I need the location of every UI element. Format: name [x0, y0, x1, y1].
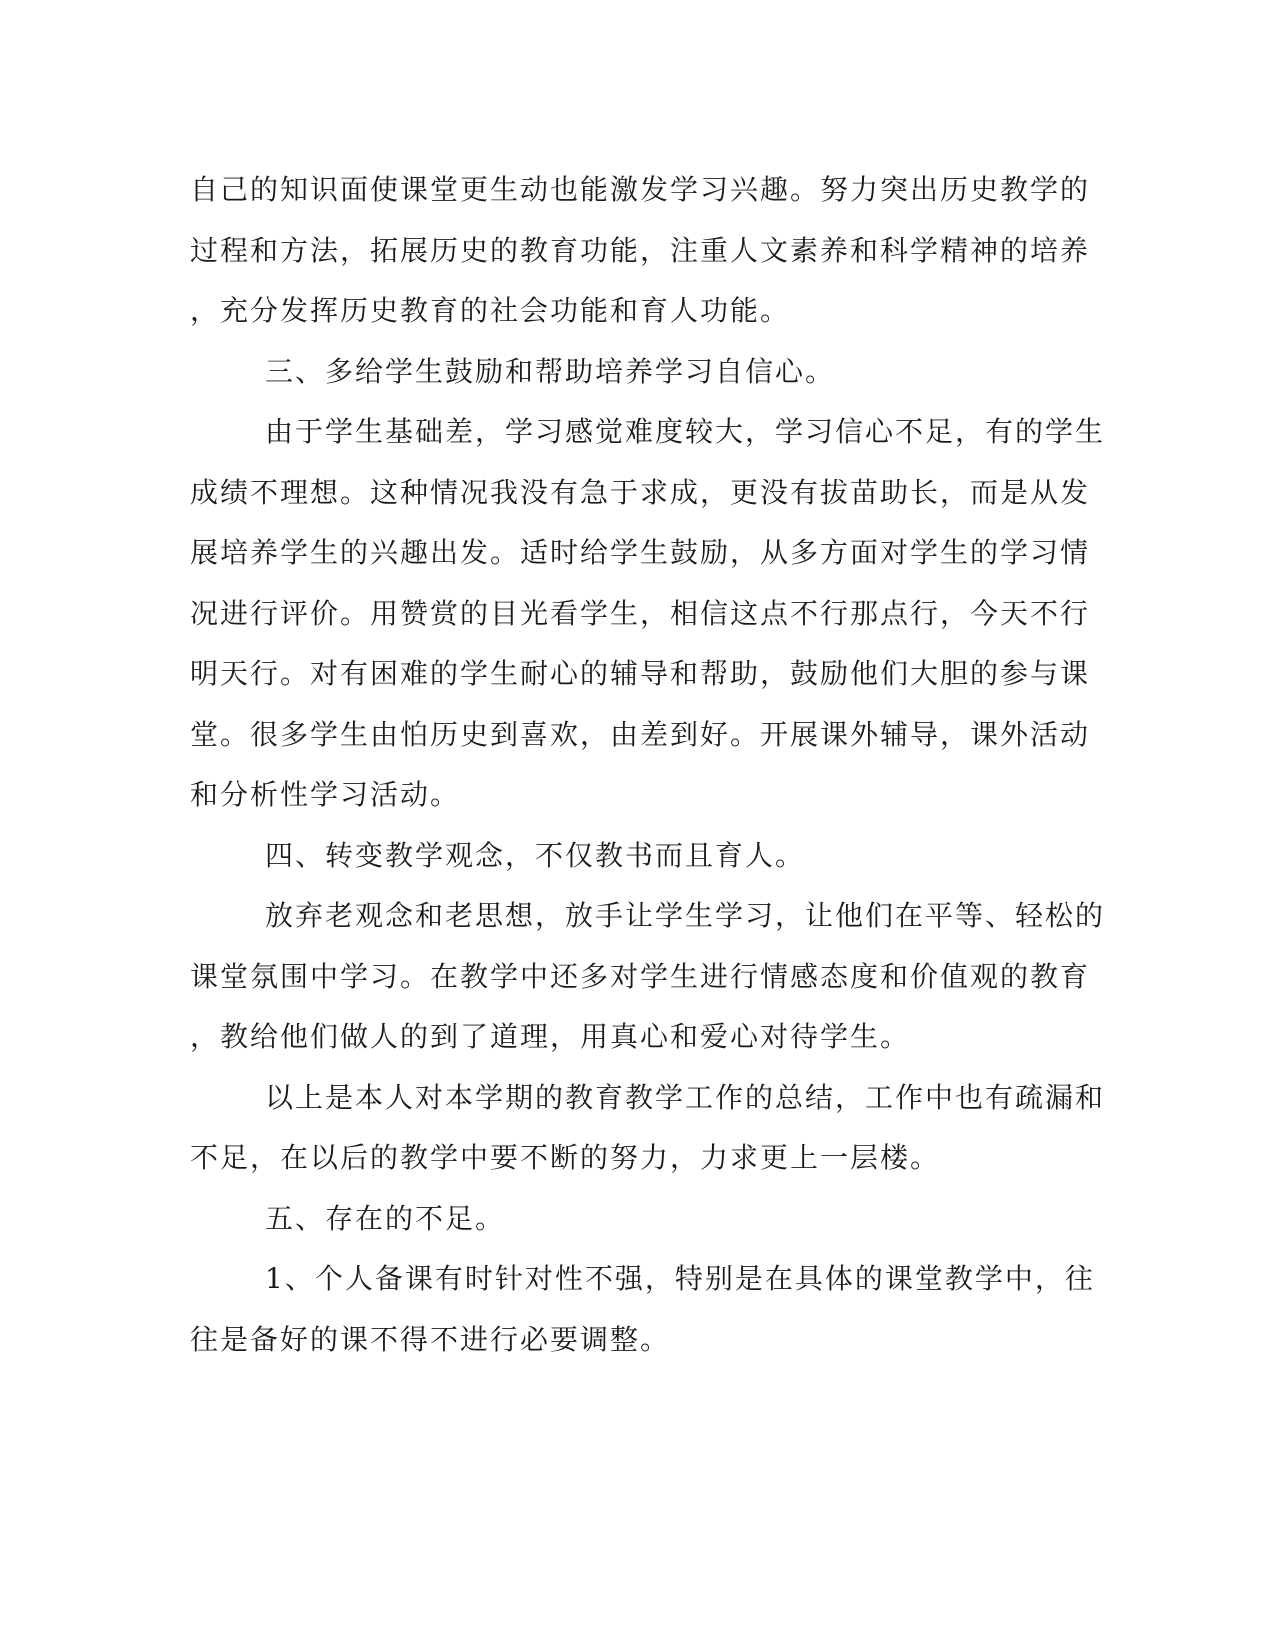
text-line: 过程和方法，拓展历史的教育功能，注重人文素养和科学精神的培养 [190, 233, 1091, 267]
text-line: 不足，在以后的教学中要不断的努力，力求更上一层楼。 [190, 1141, 941, 1174]
text-line: 以上是本人对本学期的教育教学工作的总结，工作中也有疏漏和 [265, 1080, 1106, 1114]
text-line: 自己的知识面使课堂更生动也能激发学习兴趣。努力突出历史教学的 [190, 173, 1091, 206]
section-heading-3: 三、多给学生鼓励和帮助培养学习自信心。 [265, 354, 836, 388]
text-line: 况进行评价。用赞赏的目光看学生，相信这点不行那点行，今天不行 [190, 596, 1091, 630]
text-line: 成绩不理想。这种情况我没有急于求成，更没有拔苗助长，而是从发 [190, 475, 1091, 509]
text-line: 放弃老观念和老思想，放手让学生学习，让他们在平等、轻松的 [265, 899, 1106, 932]
document-body [190, 160, 1106, 1370]
section-heading-5: 五、存在的不足。 [265, 1201, 506, 1235]
text-line: ，充分发挥历史教育的社会功能和育人功能。 [190, 294, 791, 327]
text-line: 往是备好的课不得不进行必要调整。 [190, 1322, 671, 1356]
text-line: 由于学生基础差，学习感觉难度较大，学习信心不足，有的学生 [265, 415, 1106, 448]
text-line: 和分析性学习活动。 [190, 778, 461, 811]
text-line: 明天行。对有困难的学生耐心的辅导和帮助，鼓励他们大胆的参与课 [190, 657, 1091, 690]
section-heading-4: 四、转变教学观念，不仅教书而且育人。 [265, 838, 806, 872]
list-item-1: 1、个人备课有时针对性不强，特别是在具体的课堂教学中，往 [265, 1262, 1095, 1295]
text-line: 课堂氛围中学习。在教学中还多对学生进行情感态度和价值观的教育 [190, 959, 1091, 993]
text-line: 展培养学生的兴趣出发。适时给学生鼓励，从多方面对学生的学习情 [190, 536, 1091, 569]
text-line: 堂。很多学生由怕历史到喜欢，由差到好。开展课外辅导，课外活动 [190, 717, 1091, 751]
text-line: ，教给他们做人的到了道理，用真心和爱心对待学生。 [190, 1020, 911, 1053]
